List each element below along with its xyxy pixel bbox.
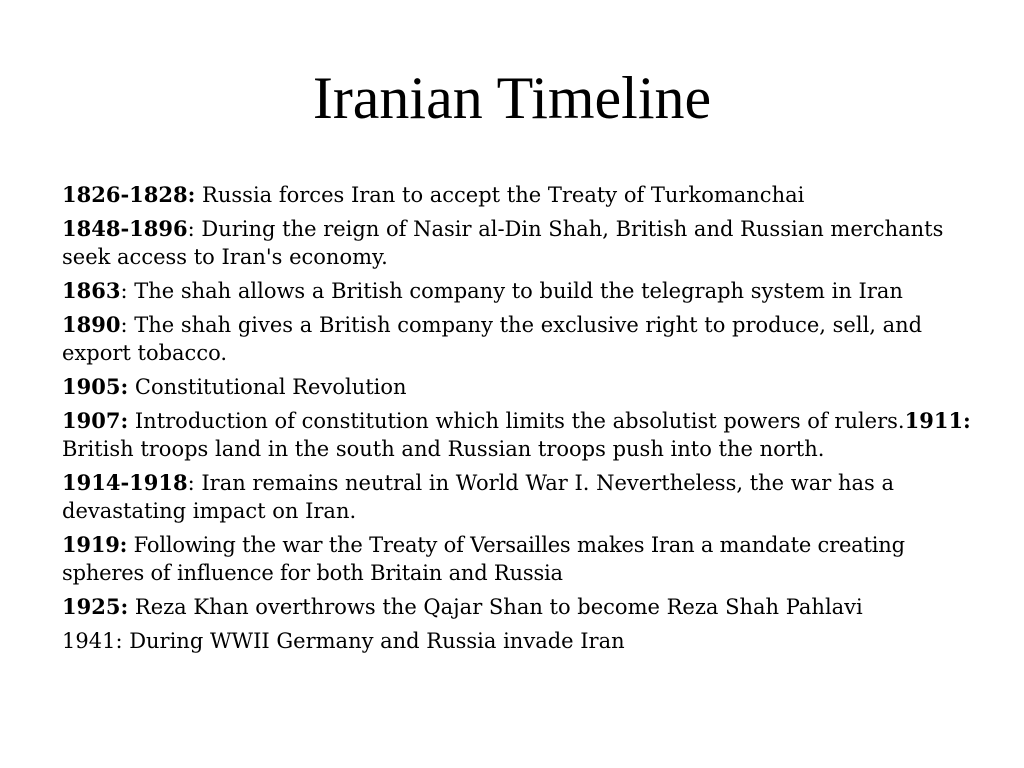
entry-text: Following the war the Treaty of Versailles makes Iran a mandate creating spheres of influence for both Britain and Russia — [62, 533, 905, 585]
entry-text: 1941: During WWII Germany and Russia invade Iran — [62, 629, 625, 653]
entry-text: : Iran remains neutral in World War I. Nevertheless, the war has a devastating impact on Iran. — [62, 471, 894, 523]
entry-text: Introduction of constitution which limits the absolutist powers of rulers. — [128, 409, 905, 433]
timeline-entry — [62, 373, 972, 401]
entry-text: British troops land in the south and Russian troops push into the north. — [62, 437, 825, 461]
entry-year: 1914-1918 — [62, 470, 188, 495]
entry-year: 1919: — [62, 532, 128, 557]
slide-title: Iranian Timeline — [312, 65, 712, 131]
timeline-entry — [62, 277, 972, 305]
entry-year: 1848-1896 — [62, 216, 188, 241]
entry-text: : The shah gives a British company the exclusive right to produce, sell, and export tobacco. — [62, 313, 923, 365]
entry-year: 1826-1828: — [62, 182, 196, 207]
timeline-entry — [62, 181, 972, 209]
timeline-entry — [62, 627, 972, 655]
timeline-body — [62, 181, 972, 661]
entry-text: Constitutional Revolution — [128, 375, 407, 399]
timeline-entry — [62, 311, 972, 367]
entry-text: : During the reign of Nasir al-Din Shah, British and Russian merchants seek access to Iran's economy. — [62, 217, 944, 269]
timeline-entry — [62, 593, 972, 621]
entry-year: 1905: — [62, 374, 129, 399]
timeline-entry — [62, 407, 972, 463]
entry-year: 1925: — [62, 594, 129, 619]
timeline-entry — [62, 469, 972, 525]
entry-year: 1907: — [62, 408, 129, 433]
entry-text: Russia forces Iran to accept the Treaty of Turkomanchai — [195, 183, 805, 207]
entry-year: 1890 — [62, 312, 121, 337]
timeline-entry — [62, 531, 972, 587]
entry-text: Reza Khan overthrows the Qajar Shan to become Reza Shah Pahlavi — [128, 595, 863, 619]
entry-text: : The shah allows a British company to build the telegraph system in Iran — [120, 279, 903, 303]
timeline-entry — [62, 215, 972, 271]
entry-year: 1911: — [904, 408, 971, 433]
entry-year: 1863 — [62, 278, 121, 303]
